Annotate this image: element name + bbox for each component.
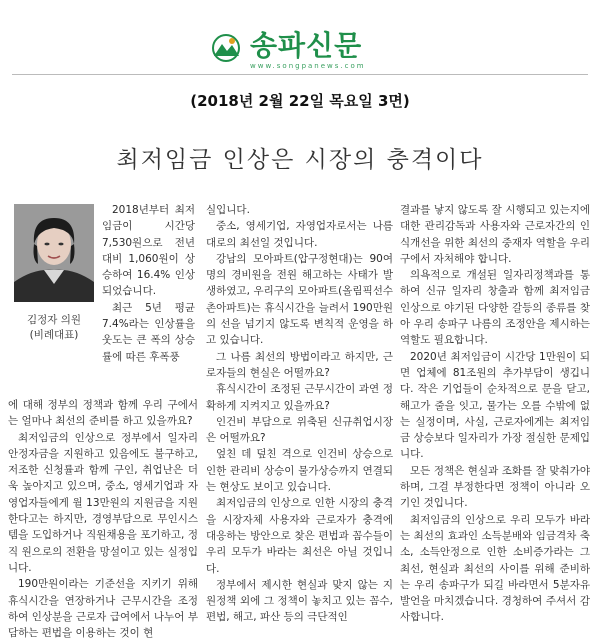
article-column-1-bottom <box>8 397 198 641</box>
dateline: (2018년 2월 22일 목요일 3면) <box>190 92 410 110</box>
author-photo-icon <box>14 204 94 302</box>
author-name: 김정자 의원 <box>26 314 82 326</box>
paragraph: 최근 5년 평균 7.4%라는 인상률을 웃도는 큰 폭의 상승률에 따른 후폭풍 <box>102 301 195 363</box>
page-title: 최저임금 인상은 시장의 충격이다 <box>116 147 484 173</box>
paragraph: 최저임금의 인상으로 인한 시장의 충격을 시장자체 사용자와 근로자가 충격에 대응하는 방안으로 찾은 편법과 꼼수들이 우리 모두가 바라는 최선은 아닐 것입니다. <box>206 497 393 575</box>
article-column-3 <box>400 202 590 626</box>
paragraph: 최저임금의 인상으로 우리 모두가 바라는 최선의 효과인 소득분배와 임금격차 축소, 소득안정으로 인한 소비증가라는 그 최선, 현실과 최선의 사이를 위해 준비하는 우리 송파구가 되길 바라면서 5분자유발언을 마치겠습니다. 경청하여 주셔서 감사합니다. <box>400 513 590 624</box>
paragraph: 정부에서 제시한 현실과 맞지 않는 지원정책 외에 그 정책이 놓치고 있는 꼼수, 편법, 해고, 파산 등의 극단적인 <box>206 578 393 624</box>
paragraph: 최저임금의 인상으로 정부에서 일자리 안정자금을 지원하고 있음에도 불구하고, 저조한 신청률과 함께 구인, 취업난은 더욱 높아지고 있으며, 중소, 영세기업과 자영업자들에게 월 13만원의 지원금을 지원한다고는 하지만, 경영부담으로 무인시스템을 도입하거나 직원채용을 포기하고, 정직 원으로의 전환을 망설이고 있는 실정입니다. <box>8 431 198 574</box>
paragraph: 휴식시간이 조정된 근무시간이 과연 정확하게 지켜지고 있을까요? <box>206 383 393 412</box>
article-column-1-top <box>102 202 195 365</box>
paragraph: 강남의 모아파트(압구정현대)는 90여 명의 경비원을 전원 해고하는 사태가 발생하였고, 우리구의 모아파트(올림픽선수촌아파트)는 휴식시간을 늘려서 190만원의 선을 넘기지 않도록 변칙적 운영을 하고 있습니다. <box>206 252 393 347</box>
paragraph: 2020년 최저임금이 시간당 1만원이 되면 업체에 81조원의 추가부담이 생깁니다. 작은 기업들이 순차적으로 문을 닫고, 해고가 줄을 잇고, 물가는 오를 수밖에 없는 실정이며, 사실, 근로자에게는 최저임금 상승보다 일자리가 가장 절실한 문제입니다. <box>400 350 590 461</box>
mountain-sun-icon <box>208 32 244 66</box>
paragraph: 190만원이라는 기준선을 지키기 위해 휴식시간을 연장하거나 근무시간을 조정하여 인상분을 근로자 급여에서 나누어 부담하는 편법을 이용하는 것이 현 <box>8 578 198 640</box>
paragraph: 의욕적으로 개설된 일자리정책과를 통하여 신규 일자리 창출과 함께 최저임금 인상으로 야기된 다양한 갈등의 종류를 찾아 우리 송파구 나름의 조정안을 제시하는 역할도 필요합니다. <box>400 269 590 347</box>
newspaper-logo <box>208 30 398 70</box>
paragraph: 인건비 부담으로 위축된 신규취업시장은 어떨까요? <box>206 415 393 445</box>
article-column-2 <box>206 202 393 626</box>
author-portrait <box>14 204 94 302</box>
paragraph: 그 나름 최선의 방법이라고 하지만, 근로자들의 현실은 어떨까요? <box>206 350 393 379</box>
paragraph: 결과를 낳지 않도록 잘 시행되고 있는지에 대한 관리감독과 사용자와 근로자간의 인식개선을 위한 최선의 중재자 역할을 우리 구에서 자처해야 합니다. <box>400 204 590 265</box>
author-role: (비례대표) <box>29 329 79 341</box>
masthead-divider <box>12 74 588 75</box>
paragraph: 모든 정책은 현실과 조화를 잘 맞춰가야 하며, 그걸 부정한다면 정책이 아니라 오기인 것입니다. <box>400 464 590 510</box>
masthead <box>0 22 600 70</box>
paragraph: 에 대해 정부의 정책과 함께 우리 구에서는 얼마나 최선의 준비를 하고 있을까요? <box>8 399 198 428</box>
paragraph: 실입니다. <box>206 204 250 216</box>
paragraph: 엎친 데 덮친 격으로 인건비 상승으로 인한 관리비 상승이 물가상승까지 연결되는 현상도 보이고 있습니다. <box>206 448 393 494</box>
paragraph: 중소, 영세기업, 자영업자로서는 나름대로의 최선일 것입니다. <box>206 220 393 249</box>
paper-name: 송파신문 <box>250 29 363 62</box>
paragraph: 2018년부터 최저임금이 시간당 7,530원으로 전년대비 1,060원이 상승하여 16.4% 인상되었습니다. <box>102 204 195 298</box>
paper-url: www.songpanews.com <box>250 62 366 70</box>
